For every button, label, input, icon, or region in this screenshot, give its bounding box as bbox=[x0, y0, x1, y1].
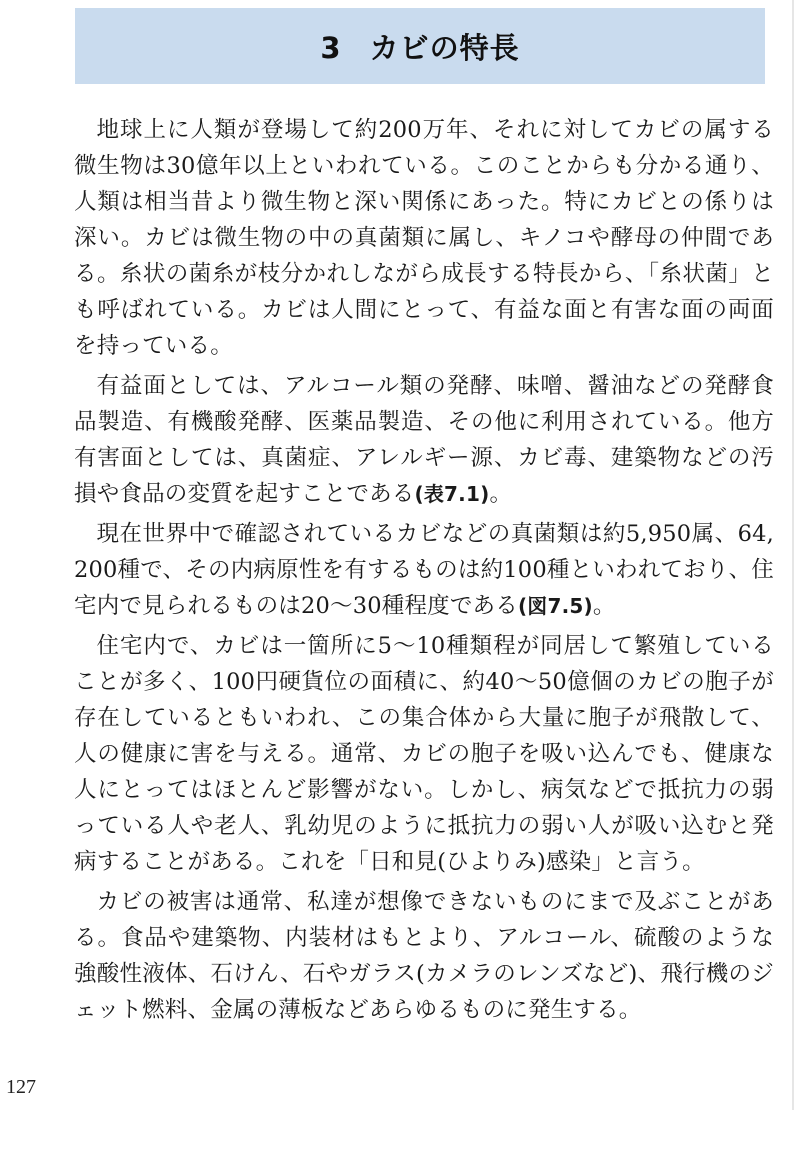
paragraph-2-end: 。 bbox=[489, 481, 513, 507]
paragraph-3-end: 。 bbox=[592, 593, 616, 619]
paragraph-5: カビの被害は通常、私達が想像できないものにまで及ぶことがある。食品や建築物、内装材はもとより、アルコール、硫酸のような強酸性液体、石けん、石やガラス(カメラのレンズなど)、飛行機のジェット燃料、金属の薄板などあらゆるものに発生する。 bbox=[74, 889, 774, 1023]
page-edge-rule bbox=[792, 0, 794, 1110]
body-text bbox=[74, 112, 774, 1032]
paragraph-4: 住宅内で、カビは一箇所に5〜10種類程が同居して繁殖していることが多く、100円硬貨位の面積に、約40〜50億個のカビの胞子が存在しているともいわれ、この集合体から大量に胞子が飛散して、人の健康に害を与える。通常、カビの胞子を吸い込んでも、健康な人にとってはほとんど影響がない。しかし、病気などで抵抗力の弱っている人や老人、乳幼児のように抵抗力の弱い人が吸い込むと発病することがある。これを「日和見(ひよりみ)感染」と言う。 bbox=[74, 633, 774, 875]
section-number: 3 bbox=[320, 30, 342, 65]
section-header-band bbox=[75, 8, 765, 84]
paragraph-1: 地球上に人類が登場して約200万年、それに対してカビの属する微生物は30億年以上といわれている。このことからも分かる通り、人類は相当昔より微生物と深い関係にあった。特にカビとの係りは深い。カビは微生物の中の真菌類に属し、キノコや酵母の仲間である。糸状の菌糸が枝分かれしながら成長する特長から、「糸状菌」とも呼ばれている。カビは人間にとって、有益な面と有害な面の両面を持っている。 bbox=[74, 117, 774, 359]
paragraph-2 bbox=[74, 368, 774, 512]
section-title bbox=[320, 26, 519, 67]
paragraph-2-text: 有益面としては、アルコール類の発酵、味噌、醤油などの発酵食品製造、有機酸発酵、医薬品製造、その他に利用されている。他方有害面としては、真菌症、アレルギー源、カビ毒、建築物などの汚損や食品の変質を起すことである bbox=[74, 373, 774, 507]
paragraph-3-text: 現在世界中で確認されているカビなどの真菌類は約5,950属、64,200種で、その内病原性を有するものは約100種といわれており、住宅内で見られるものは20〜30種程度である bbox=[74, 521, 774, 619]
table-reference: (表7.1) bbox=[414, 482, 490, 506]
section-title-text: カビの特長 bbox=[369, 30, 520, 65]
page-number: 127 bbox=[6, 1076, 36, 1098]
paragraph-3 bbox=[74, 516, 774, 624]
figure-reference: (図7.5) bbox=[517, 594, 593, 618]
